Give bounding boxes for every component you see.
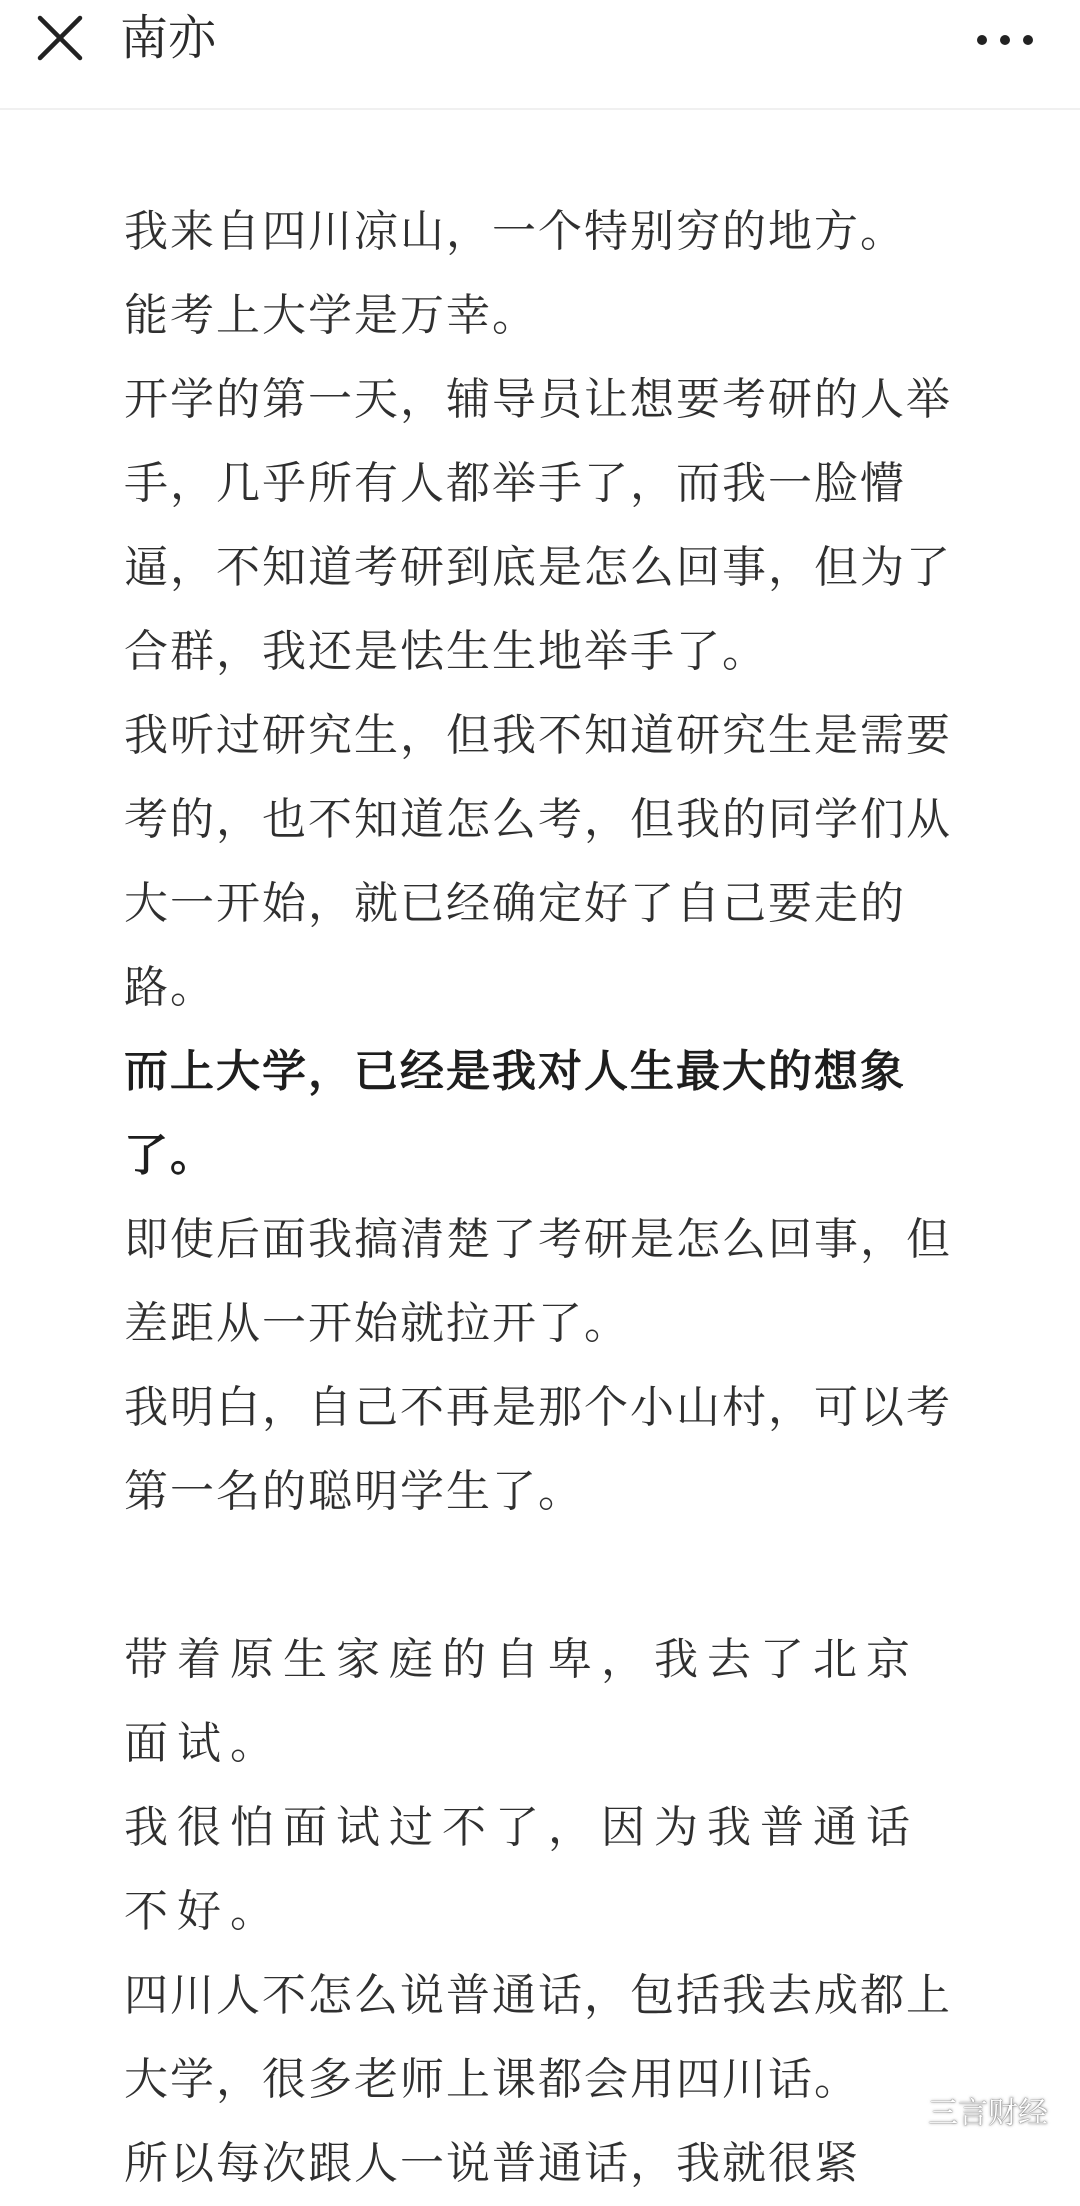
article-paragraph: 我听过研究生，但我不知道研究生是需要考的，也不知道怎么考，但我的同学们从大一开始，就已经确定好了自己要走的路。: [124, 710, 952, 1013]
wechat-icon: [872, 2090, 920, 2130]
close-icon: [30, 8, 90, 68]
article-paragraph: 所以每次跟人一说普通话，我就很紧: [124, 2138, 860, 2189]
article-paragraph: 能考上大学是万幸。: [124, 290, 538, 341]
top-bar: [0, 0, 1080, 110]
article-paragraph: 我很怕面试过不了，因为我普通话不好。: [124, 1802, 919, 1937]
more-options-button[interactable]: [970, 20, 1040, 60]
page-title: 南亦: [120, 10, 217, 66]
article-paragraph: 我明白，自己不再是那个小山村，可以考第一名的聪明学生了。: [124, 1382, 952, 1517]
close-button[interactable]: [30, 8, 90, 68]
source-watermark: [872, 2085, 1048, 2135]
article-paragraph: 开学的第一天，辅导员让想要考研的人举手，几乎所有人都举手了，而我一脸懵逼，不知道考研到底是怎么回事，但为了合群，我还是怯生生地举手了。: [124, 374, 952, 677]
article-body: [124, 190, 964, 2206]
article-paragraph: 即使后面我搞清楚了考研是怎么回事，但差距从一开始就拉开了。: [124, 1214, 952, 1349]
article-paragraph: 四川人不怎么说普通话，包括我去成都上大学，很多老师上课都会用四川话。: [124, 1970, 952, 2105]
article-paragraph-bold: 而上大学，已经是我对人生最大的想象了。: [124, 1046, 906, 1181]
article-paragraph: 带着原生家庭的自卑，我去了北京面试。: [124, 1634, 919, 1769]
watermark-text: 三言财经: [928, 2096, 1048, 2131]
paragraph-spacer: [124, 1534, 964, 1618]
article-paragraph: 我来自四川凉山，一个特别穷的地方。: [124, 206, 906, 257]
more-dots-icon: [970, 20, 1040, 60]
